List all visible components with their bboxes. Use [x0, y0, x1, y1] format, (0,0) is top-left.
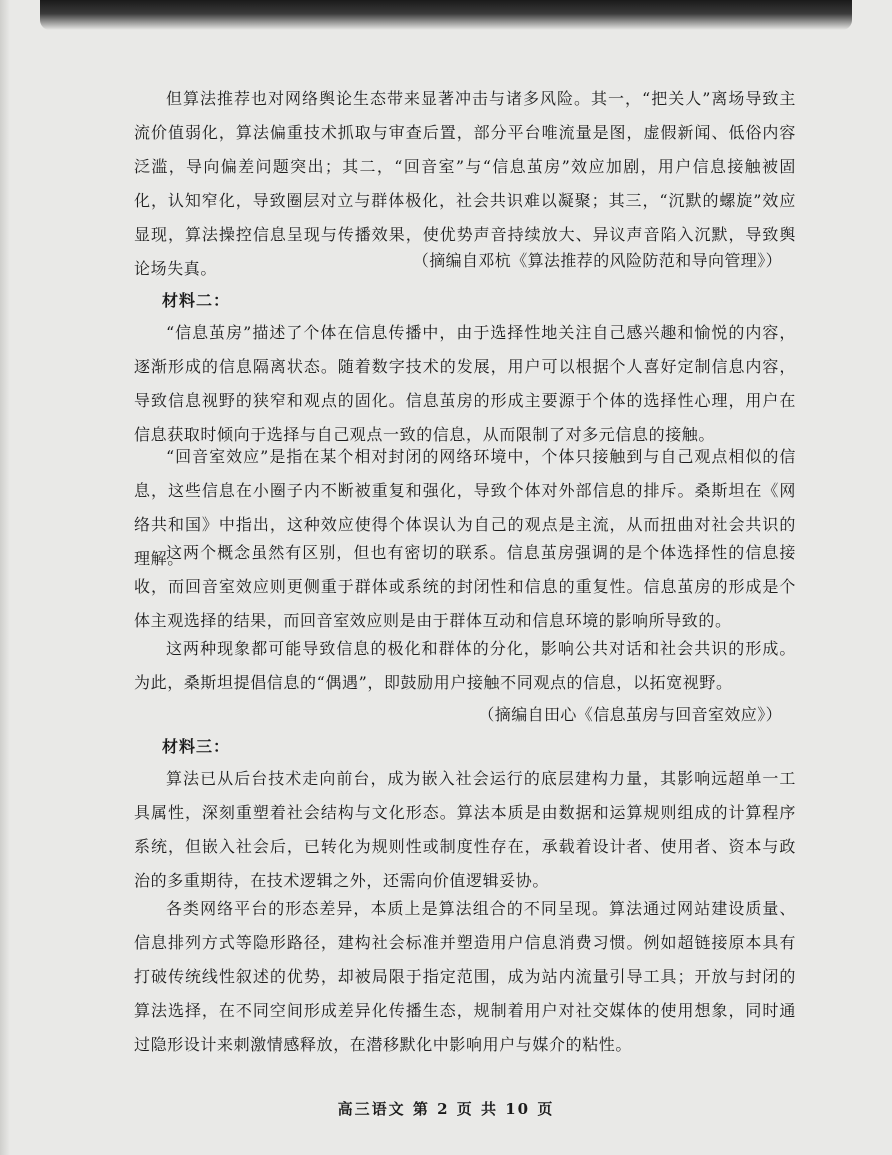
material-two-paragraph-1: “信息茧房”描述了个体在信息传播中，由于选择性地关注自己感兴趣和愉悦的内容，逐渐形成的信息隔离状态。随着数字技术的发展，用户可以根据个人喜好定制信息内容，导致信息视野的狭窄和观点的固化。信息茧房的形成主要源于个体的选择性心理，用户在信息获取时倾向于选择与自己观点一致的信息，从而限制了对多元信息的接触。: [134, 323, 796, 444]
material-two-paragraph-2: “回音室效应”是指在某个相对封闭的网络环境中，个体只接触到与自己观点相似的信息，这些信息在小圈子内不断被重复和强化，导致个体对外部信息的排斥。桑斯坦在《网络共和国》中指出，这种效应使得个体误认为自己的观点是主流，从而扭曲对社会共识的理解。: [134, 447, 796, 568]
material-two-paragraph-4: 这两种现象都可能导致信息的极化和群体的分化，影响公共对话和社会共识的形成。为此，桑斯坦提倡信息的“偶遇”，即鼓励用户接触不同观点的信息，以拓宽视野。: [134, 639, 796, 692]
material-two-paragraph-3: 这两个概念虽然有区别，但也有密切的联系。信息茧房强调的是个体选择性的信息接收，而回音室效应则更侧重于群体或系统的封闭性和信息的重复性。信息茧房的形成是个体主观选择的结果，而回音室效应则是由于群体互动和信息环境的影响所导致的。: [134, 543, 796, 630]
material-two-source: （摘编自田心《信息茧房与回音室效应》）: [478, 705, 782, 724]
material-three-paragraph-1: 算法已从后台技术走向前台，成为嵌入社会运行的底层建构力量，其影响远超单一工具属性，深刻重塑着社会结构与文化形态。算法本质是由数据和运算规则组成的计算程序系统，但嵌入社会后，已转化为规则性或制度性存在，承载着设计者、使用者、资本与政治的多重期待，在技术逻辑之外，还需向价值逻辑妥协。: [134, 769, 796, 890]
page-footer: 高三语文 第 2 页 共 10 页: [337, 1100, 555, 1118]
material-one-paragraph: 但算法推荐也对网络舆论生态带来显著冲击与诸多风险。其一，“把关人”离场导致主流价值弱化，算法偏重技术抓取与审查后置，部分平台唯流量是图，虚假新闻、低俗内容泛滥，导向偏差问题突出；其二，“回音室”与“信息茧房”效应加剧，用户信息接触被固化，认知窄化，导致圈层对立与群体极化，社会共识难以凝聚；其三，“沉默的螺旋”效应显现，算法操控信息呈现与传播效果，使优势声音持续放大、异议声音陷入沉默，导致舆论场失真。: [134, 89, 796, 278]
material-one-source: （摘编自邓杭《算法推荐的风险防范和导向管理》）: [412, 251, 782, 270]
material-three-heading: 材料三：: [162, 737, 231, 756]
material-two-heading: 材料二：: [162, 291, 231, 310]
material-three-paragraph-2: 各类网络平台的形态差异，本质上是算法组合的不同呈现。算法通过网站建设质量、信息排列方式等隐形路径，建构社会标准并塑造用户信息消费习惯。例如超链接原本具有打破传统线性叙述的优势，却被局限于指定范围，成为站内流量引导工具；开放与封闭的算法选择，在不同空间形成差异化传播生态，规制着用户对社交媒体的使用想象，同时通过隐形设计来刺激情感释放，在潜移默化中影响用户与媒介的粘性。: [134, 899, 796, 1054]
